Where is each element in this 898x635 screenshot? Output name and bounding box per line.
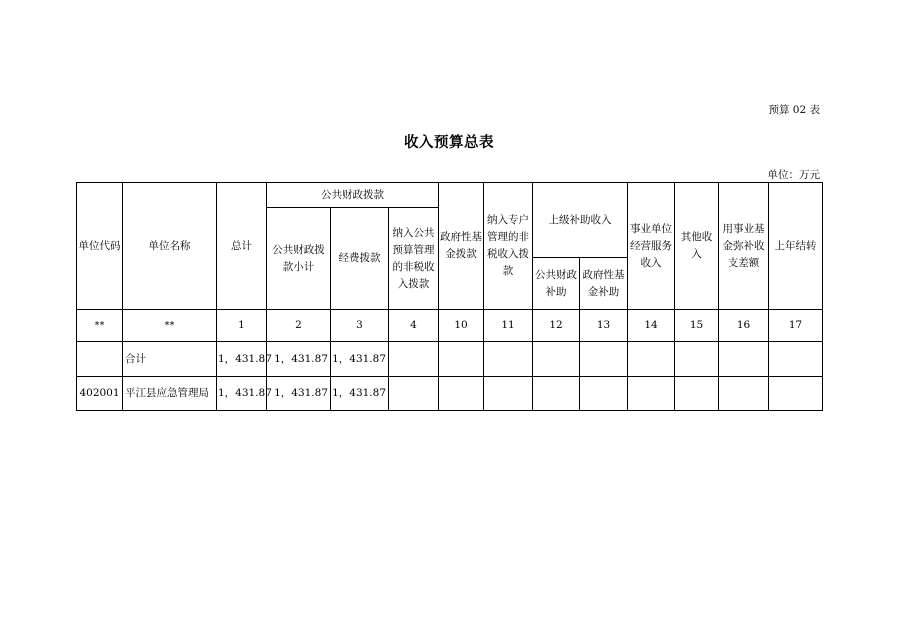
index-cell: 1 xyxy=(217,310,267,342)
header-fund-balance: 用事业基金弥补收支差额 xyxy=(719,183,769,310)
index-row xyxy=(77,310,823,342)
index-cell: 14 xyxy=(628,310,675,342)
empty-cell xyxy=(439,342,484,377)
empty-cell xyxy=(675,377,719,411)
header-expense-allocation: 经费拨款 xyxy=(331,208,389,310)
index-cell: 13 xyxy=(580,310,628,342)
header-nontax-budget: 纳入公共预算管理的非税收入拨款 xyxy=(389,208,439,310)
empty-cell xyxy=(533,342,580,377)
empty-cell xyxy=(580,342,628,377)
header-other-income: 其他收入 xyxy=(675,183,719,310)
index-cell: 17 xyxy=(769,310,823,342)
header-superior-subsidy: 上级补助收入 xyxy=(533,183,628,258)
subtotal-cell: 1，431.87 xyxy=(267,342,331,377)
empty-cell xyxy=(389,377,439,411)
header-public-finance-subsidy: 公共财政补助 xyxy=(533,258,580,310)
header-public-finance: 公共财政拨款 xyxy=(267,183,439,208)
index-cell: ** xyxy=(123,310,217,342)
subtotal-cell: 1，431.87 xyxy=(267,377,331,411)
empty-cell xyxy=(484,377,533,411)
header-carryover: 上年结转 xyxy=(769,183,823,310)
empty-cell xyxy=(628,342,675,377)
expense-cell: 1，431.87 xyxy=(331,342,389,377)
total-cell: 1，431.87 xyxy=(217,377,267,411)
empty-cell xyxy=(580,377,628,411)
empty-cell xyxy=(719,342,769,377)
header-unit-code: 单位代码 xyxy=(77,183,123,310)
page-title: 收入预算总表 xyxy=(404,134,494,151)
index-cell: 3 xyxy=(331,310,389,342)
index-cell: 16 xyxy=(719,310,769,342)
empty-cell xyxy=(769,342,823,377)
unit-code-cell xyxy=(77,342,123,377)
header-gov-fund-subsidy: 政府性基金补助 xyxy=(580,258,628,310)
header-business-income: 事业单位经营服务收入 xyxy=(628,183,675,310)
index-cell: ** xyxy=(77,310,123,342)
expense-cell: 1，431.87 xyxy=(331,377,389,411)
index-cell: 2 xyxy=(267,310,331,342)
header-public-finance-subtotal: 公共财政拨款小计 xyxy=(267,208,331,310)
unit-code-cell: 402001 xyxy=(77,377,123,411)
revenue-budget-table xyxy=(76,182,823,411)
index-cell: 10 xyxy=(439,310,484,342)
index-cell: 4 xyxy=(389,310,439,342)
table-row xyxy=(77,342,823,377)
empty-cell xyxy=(675,342,719,377)
total-cell: 1，431.87 xyxy=(217,342,267,377)
header-total: 总计 xyxy=(217,183,267,310)
empty-cell xyxy=(719,377,769,411)
unit-label: 单位：万元 xyxy=(767,169,820,181)
empty-cell xyxy=(628,377,675,411)
empty-cell xyxy=(389,342,439,377)
empty-cell xyxy=(769,377,823,411)
index-cell: 15 xyxy=(675,310,719,342)
unit-name-cell: 平江县应急管理局 xyxy=(123,377,217,411)
unit-name-cell: 合计 xyxy=(123,342,217,377)
empty-cell xyxy=(484,342,533,377)
header-unit-name: 单位名称 xyxy=(123,183,217,310)
index-cell: 12 xyxy=(533,310,580,342)
index-cell: 11 xyxy=(484,310,533,342)
header-special-nontax: 纳入专户管理的非税收入拨款 xyxy=(484,183,533,310)
header-gov-fund: 政府性基金拨款 xyxy=(439,183,484,310)
document-number: 预算 02 表 xyxy=(768,104,820,116)
empty-cell xyxy=(439,377,484,411)
header-row-1 xyxy=(77,183,823,208)
empty-cell xyxy=(533,377,580,411)
table-row xyxy=(77,377,823,411)
